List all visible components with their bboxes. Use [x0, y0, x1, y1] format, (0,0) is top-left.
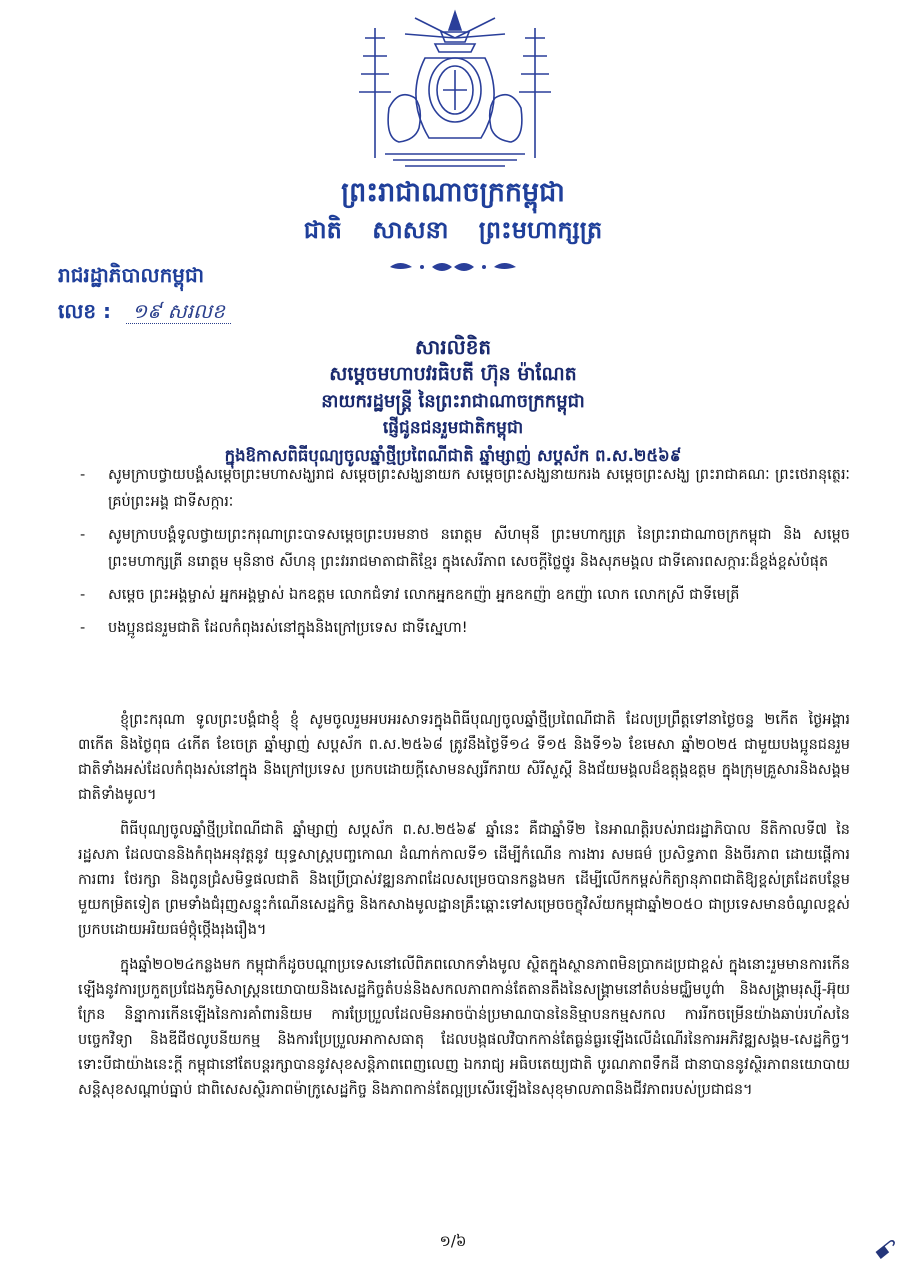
royal-emblem-icon: [345, 8, 565, 173]
decorative-divider-icon: [388, 258, 518, 276]
motto-king: ព្រះមហាក្សត្រ: [478, 216, 603, 244]
handwritten-initial: ꗃ: [872, 1236, 893, 1266]
salutation-item: - សូមក្រាបបង្គំទូលថ្វាយព្រះករុណាព្រះបាទសម្តេចព្រះបរមនាថ នរោត្តម សីហមុនី ព្រះមហាក្សត្រ នៃព្រះរាជាណាចក្រកម្ពុជា និង សម្តេចព្រះមហាក្សត្រី នរោត្តម មុនិនាថ សីហនុ ព្រះវររាជមាតាជាតិខ្មែរ ក្នុងសេរីភាព សេចក្តីថ្លៃថ្នូរ និងសុភមង្គល ជាទីគោរពសក្ការៈដ៏ខ្ពង់ខ្ពស់បំផុត: [80, 527, 850, 570]
occasion-line: ក្នុងឱកាសពិធីបុណ្យចូលឆ្នាំថ្មីប្រពៃណីជាតិ ឆ្នាំម្សាញ់ សប្តស័ក ព.ស.២៥៦៩: [224, 446, 682, 465]
reference-label: លេខ :: [58, 299, 112, 323]
page-number: ១/៦: [439, 1232, 467, 1250]
issuing-authority: រាជរដ្ឋាភិបាលកម្ពុជា: [58, 263, 204, 287]
motto-religion: សាសនា: [372, 216, 449, 244]
letter-title-block: [0, 334, 906, 469]
salutation-item: - បងប្អូនជនរួមជាតិ ដែលកំពុងរស់នៅក្នុងនិងក្រៅប្រទេស ជាទីស្នេហា!: [80, 620, 468, 636]
body-paragraph: ខ្ញុំព្រះករុណា ទូលព្រះបង្គំជាខ្ញុំ ខ្ញុំ សូមចូលរួមអបអរសាទរក្នុងពិធីបុណ្យចូលឆ្នាំថ្មីប្រពៃណីជាតិ ដែលប្រព្រឹត្តទៅនាថ្ងៃចន្ទ ២កើត ថ្ងៃអង្គារ ៣កើត និងថ្ងៃពុធ ៤កើត ខែចេត្រ ឆ្នាំម្សាញ់ សប្តស័ក ព.ស.២៥៦៨ ត្រូវនឹងថ្ងៃទី១៤ ទី១៥ និងទី១៦ ខែមេសា ឆ្នាំ២០២៥ ជាមួយបងប្អូនជនរួមជាតិទាំងអស់ដែលកំពុងរស់នៅក្នុង និងក្រៅប្រទេស ប្រកបដោយក្តីសោមនស្សរីករាយ សិរីសួស្តី និងជ័យមង្គលដ៏ឧត្តុង្គឧត្តម ក្នុងក្រុមគ្រួសារនិងសង្គមជាតិទាំងមូល។: [78, 712, 850, 803]
recipient-line: ផ្ញើជូនជនរួមជាតិកម្ពុជា: [382, 418, 524, 438]
motto-nation: ជាតិ: [303, 216, 342, 244]
kingdom-title: ព្រះរាជាណាចក្រកម្ពុជា: [341, 177, 565, 208]
letter-body: [78, 708, 850, 1113]
body-paragraph: ពិធីបុណ្យចូលឆ្នាំថ្មីប្រពៃណីជាតិ ឆ្នាំម្សាញ់ សប្តស័ក ព.ស.២៥៦៩ ឆ្នាំនេះ គឺជាឆ្នាំទី២ នៃអាណត្តិរបស់រាជរដ្ឋាភិបាល នីតិកាលទី៧ នៃរដ្ឋសភា ដែលបាននិងកំពុងអនុវត្តនូវ យុទ្ធសាស្ត្របញ្ចកោណ ដំណាក់កាលទី១ ដើម្បីកំណើន ការងារ សមធម៌ ប្រសិទ្ធភាព និងចីរភាព ដោយផ្តើការការពារ ថែរក្សា និងពូនជ្រំសមិទ្ធផលជាតិ និងប្រើប្រាស់វឌ្ឍនភាពដែលសម្រេចបានកន្លងមក ដើម្បីលើកកម្ពស់កិត្យានុភាពជាតិឱ្យខ្ពស់ត្រដែតបន្ថែមមួយកម្រិតទៀត ព្រមទាំងជំរុញសន្ទុះកំណើនសេដ្ឋកិច្ច និងកសាងមូលដ្ឋានគ្រឹះឆ្ពោះទៅសម្រេចចក្ខុវិស័យកម្ពុជាឆ្នាំ២០៥០ ជាប្រទេសមានចំណូលខ្ពស់ ប្រកបដោយអរិយធម៌ថ្កុំថ្កើងរុងរឿង។: [78, 822, 850, 938]
reference-value: ១៩ សរលខ: [126, 299, 231, 324]
sender-position: នាយករដ្ឋមន្ត្រី នៃព្រះរាជាណាចក្រកម្ពុជា: [321, 391, 585, 412]
reference-number: [58, 298, 231, 328]
national-motto: [0, 215, 906, 250]
sender-name: សម្តេចមហាបវរធិបតី ហ៊ុន ម៉ាណែត: [329, 363, 577, 385]
letter-type: សារលិខិត: [414, 335, 492, 359]
body-paragraph: ក្នុងឆ្នាំ២០២៤កន្លងមក កម្ពុជាក៏ដូចបណ្តាប្រទេសនៅលើពិភពលោកទាំងមូល ស្ថិតក្នុងស្ថានភាពមិនប្រាកដប្រជាខ្ពស់ ក្នុងនោះរួមមានការកើនឡើងនូវការប្រកួតប្រជែងភូមិសាស្ត្រនយោបាយនិងសេដ្ឋកិច្ចតំបន់និងសកលភាពកាន់តែតានតឹងនៃសង្គ្រាមនៅតំបន់មជ្ឈិមបូព៌ា និងសង្គ្រាមរុស្ស៊ី-អ៊ុយក្រែន និន្នាការកើនឡើងនៃការគាំពារនិយម ការប្រែប្រួលដែលមិនអាចប៉ាន់ប្រមាណបាននៃនិម្មាបនកម្មសកល ការរីកចម្រើនយ៉ាងឆាប់រហ័សនៃបច្ចេកវិទ្យា និងឌីជីថលូបនីយកម្ម និងការប្រែប្រួលអាកាសធាតុ ដែលបង្កផលវិបាកកាន់តែធ្ងន់ធ្ងរឡើងលើដំណើរនៃការអភិវឌ្ឍសង្គម-សេដ្ឋកិច្ច។ ទោះបីជាយ៉ាងនេះក្តី កម្ពុជានៅតែបន្តរក្សាបាននូវសុខសន្តិភាពពេញលេញ ឯករាជ្យ អធិបតេយ្យជាតិ បូរណភាពទឹកដី ជានាបាននូវស្ថិរភាពនយោបាយ សន្តិសុខសណ្តាប់ធ្នាប់ ជាពិសេសស្ថិរភាពម៉ាក្រូសេដ្ឋកិច្ច និងភាពកាន់តែល្អប្រសើរឡើងនៃសុខុមាលភាពនិងជីវភាពរបស់ប្រជាជន។: [78, 957, 850, 1098]
salutation-list: [80, 462, 850, 648]
salutation-item: - សូមក្រាបថ្វាយបង្គំសម្តេចព្រះមហាសង្ឃរាជ សម្តេចព្រះសង្ឃនាយក សម្តេចព្រះសង្ឃនាយករង សម្តេចព្រះសង្ឃ ព្រះរាជាគណៈ ព្រះថេរានុត្ថេរៈគ្រប់ព្រះអង្គ ជាទីសក្ការៈ: [80, 467, 850, 510]
salutation-item: - សម្តេច ព្រះអង្គម្ចាស់ អ្នកអង្គម្ចាស់ ឯកឧត្តម លោកជំទាវ លោកអ្នកឧកញ៉ា អ្នកឧកញ៉ា ឧកញ៉ា លោក លោកស្រី ជាទីមេត្រី: [80, 587, 740, 603]
